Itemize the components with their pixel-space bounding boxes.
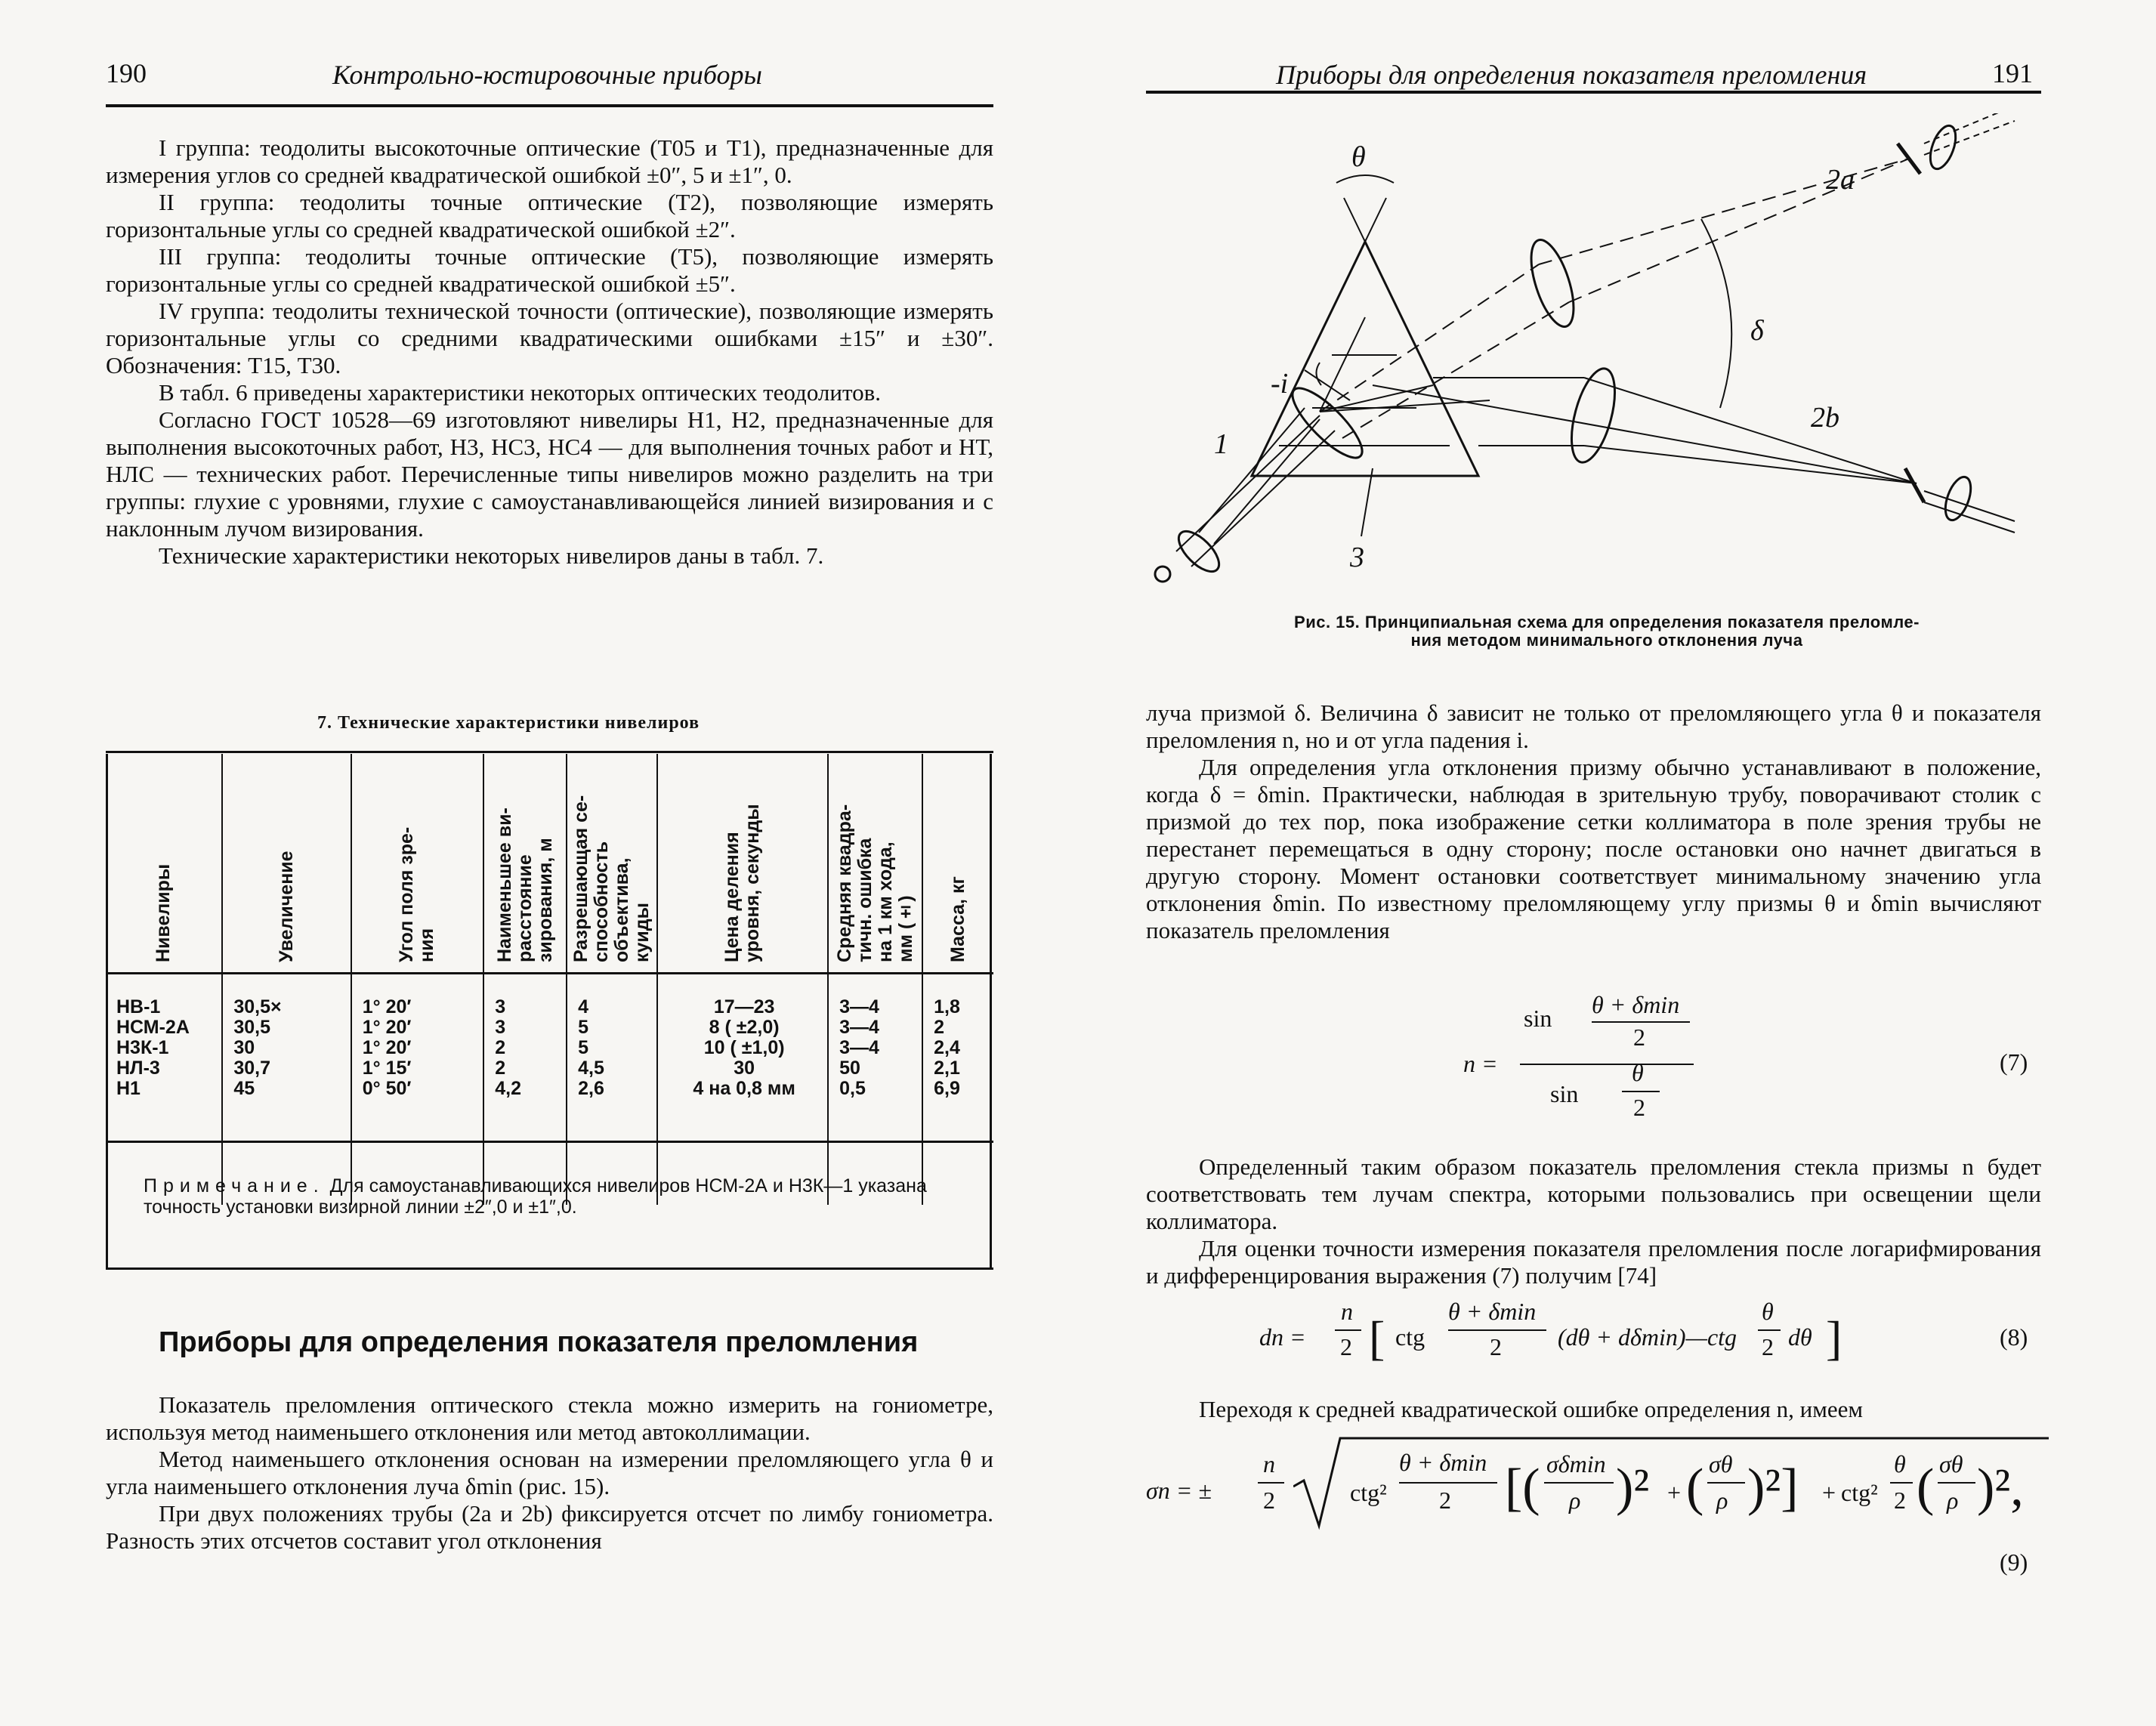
eq9-frac-line bbox=[1399, 1482, 1497, 1484]
table-title: 7. Технические характеристики нивелиров bbox=[317, 713, 700, 733]
prism-shape bbox=[1252, 242, 1478, 476]
caption-line: Рис. 15. Принципиальная схема для определения показателя преломле- bbox=[1294, 613, 1920, 631]
collimator-body bbox=[1176, 415, 1320, 551]
eq9-two-b: 2 bbox=[1439, 1487, 1451, 1514]
table-cell: 8 ( ±2,0) bbox=[657, 1017, 828, 1038]
paragraph: Технические характеристики некоторых нивелиров даны в табл. 7. bbox=[159, 542, 824, 569]
eq9-frac-line bbox=[1258, 1482, 1284, 1484]
ray-2a-out bbox=[1924, 113, 2015, 144]
eq7-number: (7) bbox=[2000, 1048, 2028, 1076]
table-cell: 0,5 bbox=[828, 1079, 922, 1099]
eq7-frac-line bbox=[1592, 1021, 1690, 1023]
eq8-two-c: 2 bbox=[1762, 1333, 1774, 1360]
table-cell: 2,6 bbox=[567, 1079, 657, 1099]
table-cell: 1,8 bbox=[934, 996, 960, 1017]
eq7-main-frac-line bbox=[1520, 1064, 1694, 1065]
table-cell: 4 bbox=[567, 973, 657, 1017]
eq7-two: 2 bbox=[1633, 1024, 1645, 1051]
table-row bbox=[106, 973, 993, 1017]
table-cell: 4,5 bbox=[567, 1058, 657, 1079]
eq7-top-num: θ + δmin bbox=[1592, 991, 1680, 1018]
eq9-rho-b: ρ bbox=[1716, 1487, 1728, 1514]
eq7-sin-bottom: sin bbox=[1550, 1080, 1579, 1107]
eq9-frac-line bbox=[1544, 1482, 1614, 1484]
eq8-tail: dθ bbox=[1788, 1323, 1812, 1351]
table-cell: 1° 20′ bbox=[351, 1038, 483, 1058]
right-body-text-3 bbox=[1146, 1396, 2041, 1423]
paragraph: III группа: теодолиты точные оптические (Т5), позволяющие измерять горизонтальные углы со средней квадратической ошибкой ±5″. bbox=[106, 243, 993, 297]
table-cell: 6,9 bbox=[934, 1077, 960, 1099]
eq9-rho: ρ bbox=[1569, 1487, 1581, 1514]
eq7-lhs: n = bbox=[1463, 1050, 1498, 1077]
table-header-cell: Увеличение bbox=[222, 754, 351, 973]
paragraph: Показатель преломления оптического стекла можно измерить на гониометре, используя метод наименьшего отклонения или метод автоколлимации. bbox=[106, 1391, 993, 1445]
table-cell: 30,5× bbox=[222, 973, 351, 1017]
table-header-cell: Средняя квадра- тичн. ошибка на 1 км хода, мм (±) bbox=[828, 754, 922, 973]
eq9-ctg2-b: ctg² bbox=[1841, 1479, 1878, 1506]
paragraph: При двух положениях трубы (2a и 2b) фиксируется отсчет по лимбу гониометра. Разность этих отсчетов составит угол отклонения bbox=[106, 1500, 993, 1554]
eq9-ctg2: ctg² bbox=[1350, 1479, 1387, 1506]
label-3: 3 bbox=[1350, 542, 1364, 573]
eq8-frac-line bbox=[1758, 1329, 1781, 1331]
eq9-paren-open-b: ( bbox=[1917, 1459, 1935, 1517]
eq8-num1: θ + δmin bbox=[1448, 1298, 1537, 1325]
ray-2b bbox=[1584, 378, 1917, 483]
section-title: Приборы для определения показателя преломления bbox=[159, 1326, 919, 1358]
light-source bbox=[1155, 567, 1170, 582]
paragraph: В табл. 6 приведены характеристики некоторых оптических теодолитов. bbox=[159, 379, 881, 406]
eq7-sin-top: sin bbox=[1524, 1005, 1552, 1032]
table-cell: 4 на 0,8 мм bbox=[657, 1079, 828, 1099]
eq8-bracket-close: ] bbox=[1826, 1311, 1842, 1365]
table-cell: 30,7 bbox=[222, 1058, 351, 1079]
paragraph: Метод наименьшего отклонения основан на измерении преломляющего угла θ и угла наименьшего отклонения луча δmin (рис. 15). bbox=[106, 1446, 993, 1499]
eq8-mid: (dθ + dδmin)—ctg bbox=[1558, 1323, 1737, 1351]
caption-line: ния методом минимального отклонения луча bbox=[1410, 631, 1803, 650]
eq8-theta: θ bbox=[1762, 1298, 1774, 1325]
table-cell: 2 bbox=[934, 1016, 945, 1038]
eq9-s-dmin: σδmin bbox=[1546, 1450, 1606, 1477]
eq9-bracket-open: [( bbox=[1505, 1459, 1540, 1517]
eq7-frac-line bbox=[1622, 1091, 1660, 1092]
figure-caption bbox=[1161, 613, 2053, 650]
table-cell: 30,5 bbox=[222, 1017, 351, 1038]
eq8-two: 2 bbox=[1340, 1333, 1352, 1360]
paragraph: I группа: теодолиты высокоточные оптические (Т05 и Т1), предназначенные для измерения углов со средней квадратической ошибкой ±0″, 5 и ±1″, 0. bbox=[106, 134, 993, 188]
note-label: Примечание. bbox=[144, 1175, 325, 1196]
table-cell: 4,2 bbox=[483, 1079, 567, 1099]
paragraph: Для оценки точности измерения показателя преломления после логарифмирования и дифференцирования выражения (7) получим [74] bbox=[1146, 1235, 2041, 1289]
prism-diagram bbox=[1146, 113, 2053, 597]
table-header-cell: Масса, кг bbox=[947, 875, 969, 962]
right-page bbox=[1078, 0, 2156, 1726]
collimator-ray bbox=[1199, 408, 1305, 533]
paragraph: Для определения угла отклонения призму обычно устанавливают в положение, когда δ = δmin. Практически, наблюдая в зрительную трубу, поворачивают столик с призмой до тех пор, пока изображение сетки коллиматора в поле зрения трубы не перестанет перемещаться в одну сторону; после остановки оно начнет двигаться в другую сторону. Момент остановки соответствует минимальному значению угла отклонения δmin. По известному преломляющему углу призмы θ и δmin вычисляют показатель преломления bbox=[1146, 754, 2041, 943]
telescope-2a-lens bbox=[1523, 235, 1583, 332]
i-arc bbox=[1316, 363, 1321, 385]
label-1: 1 bbox=[1214, 428, 1228, 460]
eq9-bracket-close: )²] bbox=[1747, 1459, 1799, 1517]
levels-table bbox=[106, 754, 993, 1205]
ray-2b-axis bbox=[1373, 385, 1917, 483]
label-theta: θ bbox=[1351, 141, 1366, 173]
ray-2a bbox=[1320, 264, 1539, 412]
table-note bbox=[144, 1175, 967, 1218]
table-cell: НЛ-3 bbox=[106, 1058, 222, 1079]
paragraph: Переходя к средней квадратической ошибке определения n, имеем bbox=[1199, 1396, 1863, 1422]
paragraph: IV группа: теодолиты технической точности (оптические), позволяющие измерять горизонтальные углы со средними квадратическими ошибками ±15″ и ±30″. Обозначения: Т15, Т30. bbox=[106, 298, 993, 378]
table-left-border bbox=[106, 754, 108, 1270]
eq7-two-b: 2 bbox=[1633, 1094, 1645, 1121]
paragraph: Определенный таким образом показатель преломления стекла призмы n будет соответствовать тем лучам спектра, которыми пользовались при освещении щели коллиматора. bbox=[1146, 1153, 2041, 1234]
table-cell: 2,1 bbox=[934, 1057, 960, 1079]
theta-extension-line bbox=[1365, 198, 1386, 242]
table-cell: 50 bbox=[828, 1058, 922, 1079]
label-i: -i bbox=[1271, 368, 1289, 400]
table-top-rule bbox=[106, 751, 993, 753]
eq7-bottom-num: θ bbox=[1632, 1059, 1644, 1086]
label-delta: δ bbox=[1750, 315, 1764, 347]
ray-2a bbox=[1342, 302, 1569, 438]
table-cell: 2,4 bbox=[934, 1036, 960, 1058]
eq9-plus-b: + bbox=[1822, 1479, 1836, 1506]
leader-line bbox=[1361, 468, 1373, 536]
table-cell: 3—4 bbox=[828, 1017, 922, 1038]
eq8-ctg: ctg bbox=[1395, 1323, 1425, 1351]
table-header-cell: Угол поля зре- ния bbox=[351, 754, 483, 973]
eq8-n: n bbox=[1341, 1298, 1353, 1325]
table-cell: 2 bbox=[483, 1038, 567, 1058]
eq9-rho-c: ρ bbox=[1947, 1487, 1959, 1514]
table-row bbox=[106, 1058, 993, 1079]
table-cell: 5 bbox=[567, 1017, 657, 1038]
label-2a: 2a bbox=[1826, 164, 1855, 196]
label-2b: 2b bbox=[1811, 402, 1839, 434]
paragraph: II группа: теодолиты точные оптические (Т2), позволяющие измерять горизонтальные углы со средней квадратической ошибкой ±2″. bbox=[106, 189, 993, 242]
eq8-frac-line bbox=[1335, 1329, 1361, 1331]
slit-lens bbox=[1172, 525, 1226, 579]
table-cell: 1° 20′ bbox=[351, 973, 483, 1017]
eq9-two: 2 bbox=[1263, 1487, 1275, 1514]
table-cell: 45 bbox=[222, 1079, 351, 1099]
eq9-n: n bbox=[1263, 1450, 1275, 1477]
note-text: Для самоустанавливающихся нивелиров НСМ-2А и Н3К—1 указана точность установки визирной линии ±2″,0 и ±1″,0. bbox=[144, 1175, 927, 1218]
section-body-text bbox=[106, 1391, 993, 1555]
telescope-2a-reticle bbox=[1898, 144, 1920, 174]
telescope-2b-reticle bbox=[1905, 468, 1924, 502]
eq9-num1: θ + δmin bbox=[1399, 1449, 1487, 1476]
page-number-left: 190 bbox=[106, 58, 147, 88]
eq9-s-theta: σθ bbox=[1709, 1450, 1733, 1477]
eq9-frac-line bbox=[1938, 1482, 1975, 1484]
eq9-paren-close-b: )², bbox=[1977, 1459, 2024, 1517]
table-cell: 0° 50′ bbox=[351, 1079, 483, 1099]
eq8-lhs: dn = bbox=[1259, 1323, 1306, 1351]
eq9-paren-close: )² bbox=[1616, 1459, 1650, 1517]
eq9-frac-line bbox=[1707, 1482, 1745, 1484]
table-cell: 1° 20′ bbox=[351, 1017, 483, 1038]
delta-arc bbox=[1701, 219, 1731, 408]
eq9-paren-open: ( bbox=[1686, 1459, 1704, 1517]
table-right-border bbox=[990, 754, 992, 1270]
ray-2b bbox=[1584, 446, 1917, 483]
table-cell: 3—4 bbox=[828, 1038, 922, 1058]
table-mid-rule bbox=[106, 1141, 993, 1143]
table-row bbox=[106, 1017, 993, 1038]
table-cell: 3 bbox=[483, 1017, 567, 1038]
table-row bbox=[106, 1038, 993, 1058]
table-cell: Н1 bbox=[106, 1079, 222, 1099]
table-cell: НВ-1 bbox=[106, 973, 222, 1017]
eq9-theta: θ bbox=[1894, 1450, 1906, 1477]
table-body bbox=[106, 973, 993, 1205]
table-cell: НСМ-2А bbox=[106, 1017, 222, 1038]
eq9-lhs: σn = ± bbox=[1146, 1477, 1212, 1504]
table-cell: 30 bbox=[222, 1038, 351, 1058]
left-body-text bbox=[106, 134, 993, 570]
table-cell: 17—23 bbox=[657, 973, 828, 1017]
eq9-plus: + bbox=[1667, 1479, 1682, 1506]
eq9-number: (9) bbox=[2000, 1548, 2028, 1576]
right-body-text-1 bbox=[1146, 699, 2041, 944]
table-header-cell: Цена деления уровня, секунды bbox=[657, 754, 828, 973]
running-title-left: Контрольно-юстировочные приборы bbox=[332, 60, 762, 90]
table-cell: 2 bbox=[483, 1058, 567, 1079]
collimator-ray bbox=[1214, 419, 1320, 544]
paragraph: луча призмой δ. Величина δ зависит не только от преломляющего угла θ и показателя преломления n, но и от угла падения i. bbox=[1146, 699, 2041, 753]
table-header-cell: Нивелиры bbox=[106, 754, 222, 973]
table-cell: Н3К-1 bbox=[106, 1038, 222, 1058]
right-body-text-2 bbox=[1146, 1153, 2041, 1289]
running-title-right: Приборы для определения показателя преломления bbox=[1276, 60, 1867, 90]
eq9-frac-line bbox=[1890, 1482, 1913, 1484]
eq8-two-b: 2 bbox=[1490, 1333, 1502, 1360]
collimator-lens bbox=[1283, 379, 1371, 467]
table-row bbox=[106, 1079, 993, 1099]
eq8-bracket-open: [ bbox=[1369, 1311, 1385, 1365]
eq8-number: (8) bbox=[2000, 1323, 2028, 1351]
paragraph: Согласно ГОСТ 10528—69 изготовляют нивелиры Н1, Н2, предназначенные для выполнения высокоточных работ, Н3, НС3, НС4 — для выполнения точных работ и НТ, НЛС — технических работ. Перечисленные типы нивелиров можно разделить на три группы: глухие с уровнями, глухие с самоустанавливающейся линией визирования и с наклонным лучом визирования. bbox=[106, 406, 993, 542]
ray-2a bbox=[1569, 159, 1909, 302]
table-cell: 3 bbox=[483, 973, 567, 1017]
theta-extension-line bbox=[1344, 198, 1365, 242]
telescope-2b-lens bbox=[1563, 364, 1623, 467]
eq9-two-c: 2 bbox=[1894, 1487, 1906, 1514]
table-header-cell: Разрешающая се- способность объектива, куиды bbox=[567, 754, 657, 973]
page-number-right: 191 bbox=[1992, 58, 2033, 88]
header-rule-right bbox=[1146, 91, 2041, 94]
table-cell: 30 bbox=[657, 1058, 828, 1079]
table-cell: 3—4 bbox=[828, 973, 922, 1017]
table-header-cell: Наименьшее ви- расстояние зирования, м bbox=[483, 754, 567, 973]
table-cell: 10 ( ±1,0) bbox=[657, 1038, 828, 1058]
header-rule-left bbox=[106, 104, 993, 107]
theta-arc bbox=[1336, 175, 1394, 183]
eq8-frac-line bbox=[1448, 1329, 1546, 1331]
table-cell: 5 bbox=[567, 1038, 657, 1058]
collimator-ray bbox=[1320, 317, 1365, 412]
table-bottom-rule bbox=[106, 1267, 993, 1270]
eq9-s-theta-b: σθ bbox=[1939, 1450, 1963, 1477]
table-cell: 1° 15′ bbox=[351, 1058, 483, 1079]
